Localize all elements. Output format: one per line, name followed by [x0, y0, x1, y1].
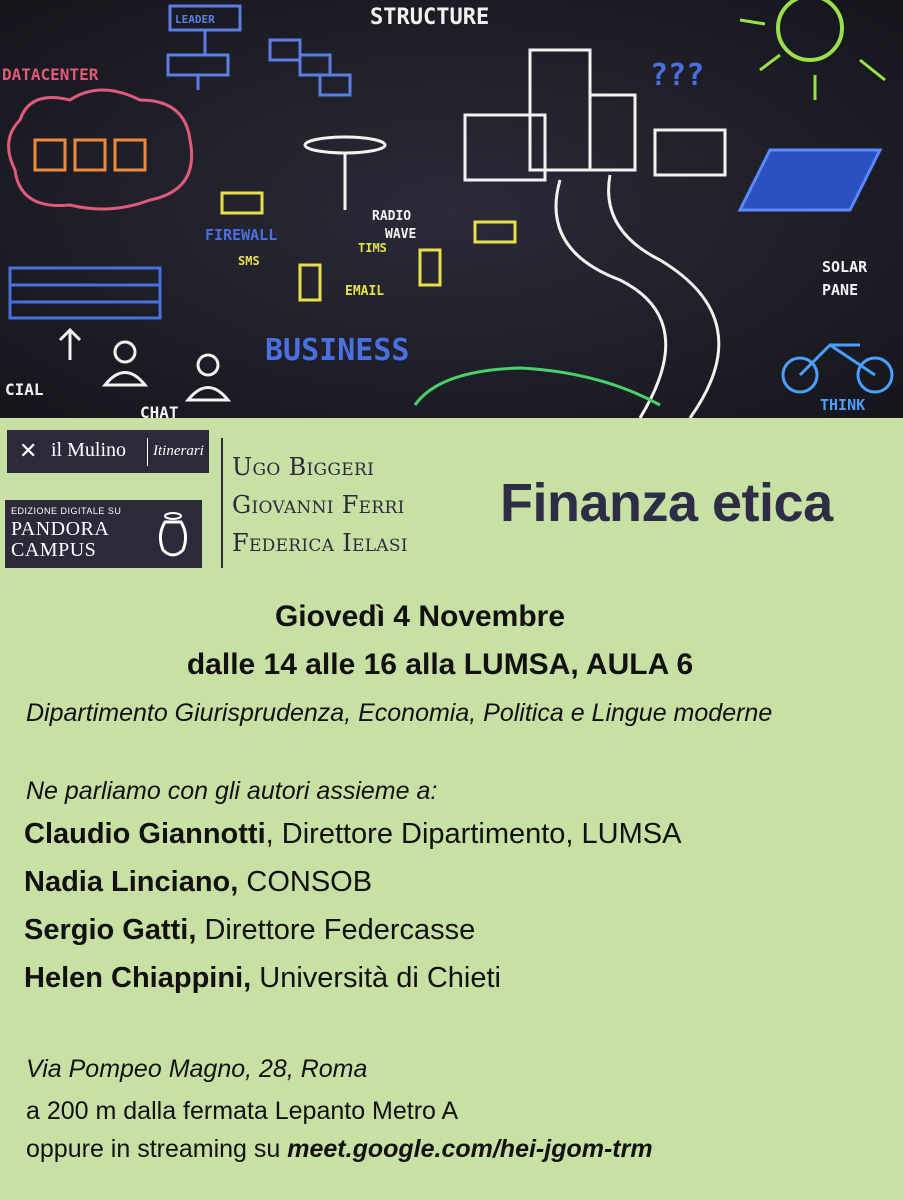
streaming-info: [26, 1135, 653, 1164]
speaker-item: [24, 866, 372, 899]
speaker-item: [24, 818, 681, 851]
vase-icon: [155, 510, 191, 560]
svg-text:CHAT: CHAT: [140, 403, 179, 418]
pandora-label: PANDORA: [11, 518, 110, 540]
speaker-item: [24, 914, 475, 947]
speaker-name: Sergio Gatti,: [24, 914, 197, 946]
series-name: Itinerari: [153, 443, 204, 459]
publisher-name: il Mulino: [51, 439, 127, 461]
authors-list: [232, 448, 408, 562]
speaker-name: Nadia Linciano,: [24, 866, 239, 898]
svg-text:PANE: PANE: [822, 281, 859, 299]
windmill-icon: ✕: [19, 438, 38, 463]
speaker-item: [24, 962, 501, 995]
metro-info: a 200 m dalla fermata Lepanto Metro A: [26, 1097, 459, 1125]
header-divider: [221, 438, 223, 568]
svg-text:WAVE: WAVE: [385, 227, 417, 242]
speaker-role: Direttore Federcasse: [196, 914, 476, 946]
pandora-campus-logo: [5, 500, 202, 568]
svg-text:DATACENTER: DATACENTER: [2, 65, 99, 84]
svg-text:BUSINESS: BUSINESS: [265, 333, 410, 368]
streaming-link[interactable]: meet.google.com/hei-jgom-trm: [287, 1135, 653, 1163]
svg-text:THINK: THINK: [820, 396, 866, 414]
streaming-prefix: oppure in streaming su: [26, 1135, 288, 1163]
speaker-role: CONSOB: [238, 866, 373, 898]
campus-label: CAMPUS: [11, 539, 97, 561]
event-department: Dipartimento Giurisprudenza, Economia, Politica e Lingue moderne: [26, 699, 773, 727]
speaker-role: Università di Chieti: [251, 962, 502, 994]
author-name: Ugo Biggeri: [232, 453, 375, 481]
speaker-name: Helen Chiappini,: [24, 962, 252, 994]
svg-text:CIAL: CIAL: [5, 380, 44, 399]
digital-edition-label: EDIZIONE DIGITALE SU: [11, 506, 122, 516]
author-name: Giovanni Ferri: [232, 491, 405, 519]
book-title: Finanza etica: [500, 473, 833, 533]
svg-text:???: ???: [650, 58, 705, 93]
il-mulino-logo: [7, 430, 209, 473]
svg-text:FIREWALL: FIREWALL: [205, 226, 278, 244]
speaker-name: Claudio Giannotti: [24, 818, 266, 850]
event-time-place: dalle 14 alle 16 alla LUMSA, AULA 6: [186, 648, 694, 681]
event-date: Giovedì 4 Novembre: [274, 600, 566, 633]
chalkboard-illustration: [0, 0, 903, 418]
svg-text:SOLAR: SOLAR: [822, 258, 868, 276]
svg-text:RADIO: RADIO: [372, 209, 412, 224]
event-address: Via Pompeo Magno, 28, Roma: [26, 1055, 368, 1083]
svg-text:TIMS: TIMS: [358, 241, 387, 255]
svg-text:EMAIL: EMAIL: [345, 284, 385, 299]
svg-text:LEADER: LEADER: [175, 13, 215, 26]
svg-text:SMS: SMS: [238, 254, 260, 268]
logo-separator: [147, 438, 148, 466]
svg-text:STRUCTURE: STRUCTURE: [370, 5, 490, 30]
author-name: Federica Ielasi: [232, 529, 408, 557]
speaker-role: , Direttore Dipartimento, LUMSA: [265, 818, 682, 850]
speakers-intro: Ne parliamo con gli autori assieme a:: [26, 777, 438, 805]
